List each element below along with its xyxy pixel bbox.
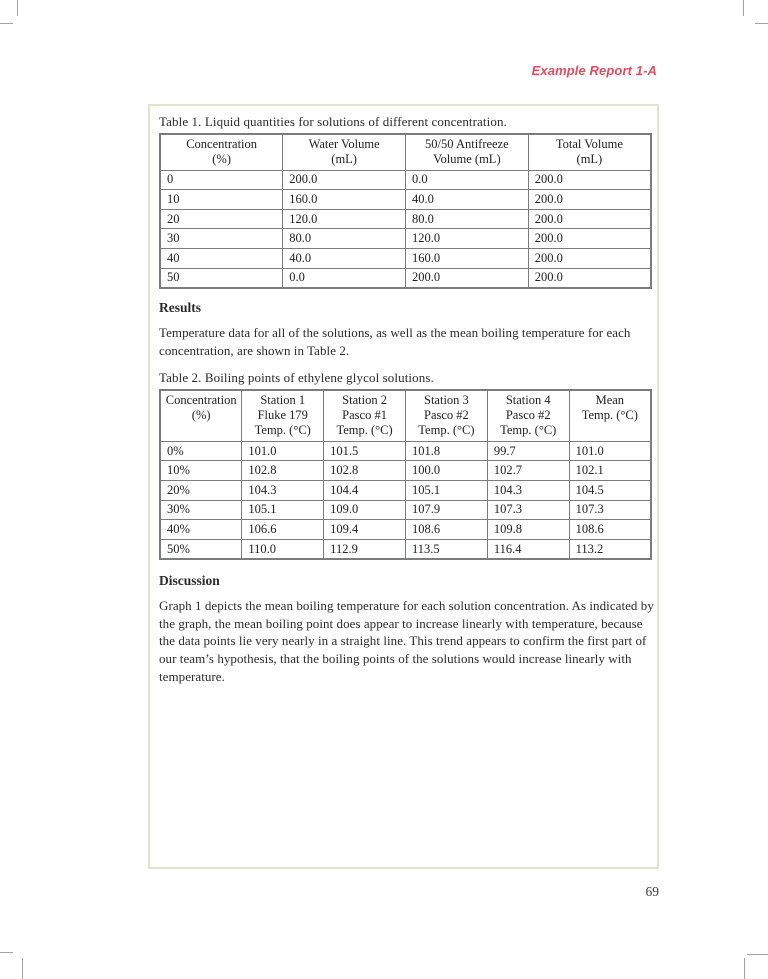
table-cell: 104.4 — [324, 480, 406, 500]
table-cell: 107.3 — [487, 500, 569, 520]
table-cell: 200.0 — [528, 248, 651, 268]
table-cell: 160.0 — [406, 248, 529, 268]
table-cell: 120.0 — [283, 209, 406, 229]
table-cell: 108.6 — [405, 520, 487, 540]
table-row — [160, 441, 651, 461]
table-cell: 105.1 — [405, 480, 487, 500]
table-cell: 40 — [160, 248, 283, 268]
column-header: Concentration (%) — [160, 390, 242, 441]
table-1 — [159, 133, 652, 289]
table-row — [160, 539, 651, 559]
table-row — [160, 248, 651, 268]
table-row — [160, 268, 651, 288]
table-cell: 116.4 — [487, 539, 569, 559]
table-cell: 200.0 — [528, 170, 651, 190]
column-header: Mean Temp. (°C) — [569, 390, 651, 441]
table-cell: 80.0 — [283, 229, 406, 249]
running-header-label: Example Report 1-A — [531, 63, 657, 78]
table-cell: 30 — [160, 229, 283, 249]
table-cell: 40.0 — [406, 190, 529, 210]
crop-mark-bottom-right-vertical — [744, 958, 745, 979]
column-header: Water Volume (mL) — [283, 134, 406, 170]
crop-mark-top-left-horizontal — [0, 23, 13, 24]
table-row — [160, 170, 651, 190]
column-header: Station 1 Fluke 179 Temp. (°C) — [242, 390, 324, 441]
column-header: Station 2 Pasco #1 Temp. (°C) — [324, 390, 406, 441]
table-cell: 50% — [160, 539, 242, 559]
table-row — [160, 480, 651, 500]
table-cell: 101.8 — [405, 441, 487, 461]
table-cell: 105.1 — [242, 500, 324, 520]
results-heading: Results — [159, 300, 202, 316]
table-row — [160, 209, 651, 229]
table-cell: 101.5 — [324, 441, 406, 461]
column-header: Station 3 Pasco #2 Temp. (°C) — [405, 390, 487, 441]
crop-mark-bottom-left-horizontal — [0, 952, 13, 953]
table-row — [160, 461, 651, 481]
table-cell: 102.8 — [324, 461, 406, 481]
column-header: Concentration (%) — [160, 134, 283, 170]
table-cell: 113.2 — [569, 539, 651, 559]
table-cell: 20% — [160, 480, 242, 500]
table-cell: 0.0 — [406, 170, 529, 190]
table-cell: 10% — [160, 461, 242, 481]
table-cell: 109.4 — [324, 520, 406, 540]
table-cell: 107.9 — [405, 500, 487, 520]
table-cell: 0 — [160, 170, 283, 190]
column-header: Station 4 Pasco #2 Temp. (°C) — [487, 390, 569, 441]
table-cell: 109.0 — [324, 500, 406, 520]
table2-caption: Table 2. Boiling points of ethylene glycol solutions. — [159, 370, 434, 386]
table-cell: 160.0 — [283, 190, 406, 210]
crop-mark-bottom-right-horizontal — [747, 954, 768, 955]
header-row — [160, 390, 651, 441]
table-cell: 107.3 — [569, 500, 651, 520]
table1-body — [160, 170, 651, 288]
table-cell: 99.7 — [487, 441, 569, 461]
table-cell: 0.0 — [283, 268, 406, 288]
table-cell: 10 — [160, 190, 283, 210]
table-cell: 0% — [160, 441, 242, 461]
table-cell: 113.5 — [405, 539, 487, 559]
table-row — [160, 500, 651, 520]
table-cell: 200.0 — [283, 170, 406, 190]
table-cell: 120.0 — [406, 229, 529, 249]
table-row — [160, 520, 651, 540]
table-cell: 110.0 — [242, 539, 324, 559]
crop-mark-top-right-horizontal — [755, 23, 768, 24]
table-cell: 80.0 — [406, 209, 529, 229]
table-cell: 40.0 — [283, 248, 406, 268]
table-cell: 20 — [160, 209, 283, 229]
table-cell: 200.0 — [528, 229, 651, 249]
crop-mark-top-right-vertical — [743, 0, 744, 16]
table-row — [160, 229, 651, 249]
table-cell: 106.6 — [242, 520, 324, 540]
table-cell: 112.9 — [324, 539, 406, 559]
table-cell: 100.0 — [405, 461, 487, 481]
table1-header — [160, 134, 651, 170]
table2-header — [160, 390, 651, 441]
column-header: 50/50 Antifreeze Volume (mL) — [406, 134, 529, 170]
table-cell: 30% — [160, 500, 242, 520]
table-cell: 104.3 — [487, 480, 569, 500]
discussion-heading: Discussion — [159, 573, 220, 589]
table-2 — [159, 389, 652, 560]
table-cell: 104.5 — [569, 480, 651, 500]
table2-body — [160, 441, 651, 559]
page-frame — [148, 104, 659, 869]
table-cell: 200.0 — [528, 190, 651, 210]
table1-caption: Table 1. Liquid quantities for solutions of different concentration. — [159, 114, 507, 129]
header-row — [160, 134, 651, 170]
table-cell: 108.6 — [569, 520, 651, 540]
table-cell: 104.3 — [242, 480, 324, 500]
table-cell: 50 — [160, 268, 283, 288]
table-cell: 101.0 — [569, 441, 651, 461]
table-cell: 102.7 — [487, 461, 569, 481]
table-cell: 101.0 — [242, 441, 324, 461]
table-cell: 40% — [160, 520, 242, 540]
page-number: 69 — [645, 884, 659, 899]
table-cell: 200.0 — [528, 209, 651, 229]
results-paragraph: Temperature data for all of the solutions, as well as the mean boiling temperature for each concentration, are shown in Table 2. — [159, 325, 631, 358]
crop-mark-top-left-vertical — [17, 0, 18, 16]
crop-mark-bottom-left-vertical — [22, 958, 23, 979]
discussion-paragraph: Graph 1 depicts the mean boiling temperature for each solution concentration. As indicated by the graph, the mean boiling point does appear to increase linearly with temperature, because the data points lie very nearly in a straight line. This trend appears to confirm the first part of our team’s hypothesis, that the boiling points of the solutions would increase linearly with temperature. — [159, 598, 654, 684]
table-cell: 102.8 — [242, 461, 324, 481]
table-cell: 102.1 — [569, 461, 651, 481]
table-cell: 109.8 — [487, 520, 569, 540]
table-row — [160, 190, 651, 210]
table-cell: 200.0 — [528, 268, 651, 288]
table-cell: 200.0 — [406, 268, 529, 288]
column-header: Total Volume (mL) — [528, 134, 651, 170]
